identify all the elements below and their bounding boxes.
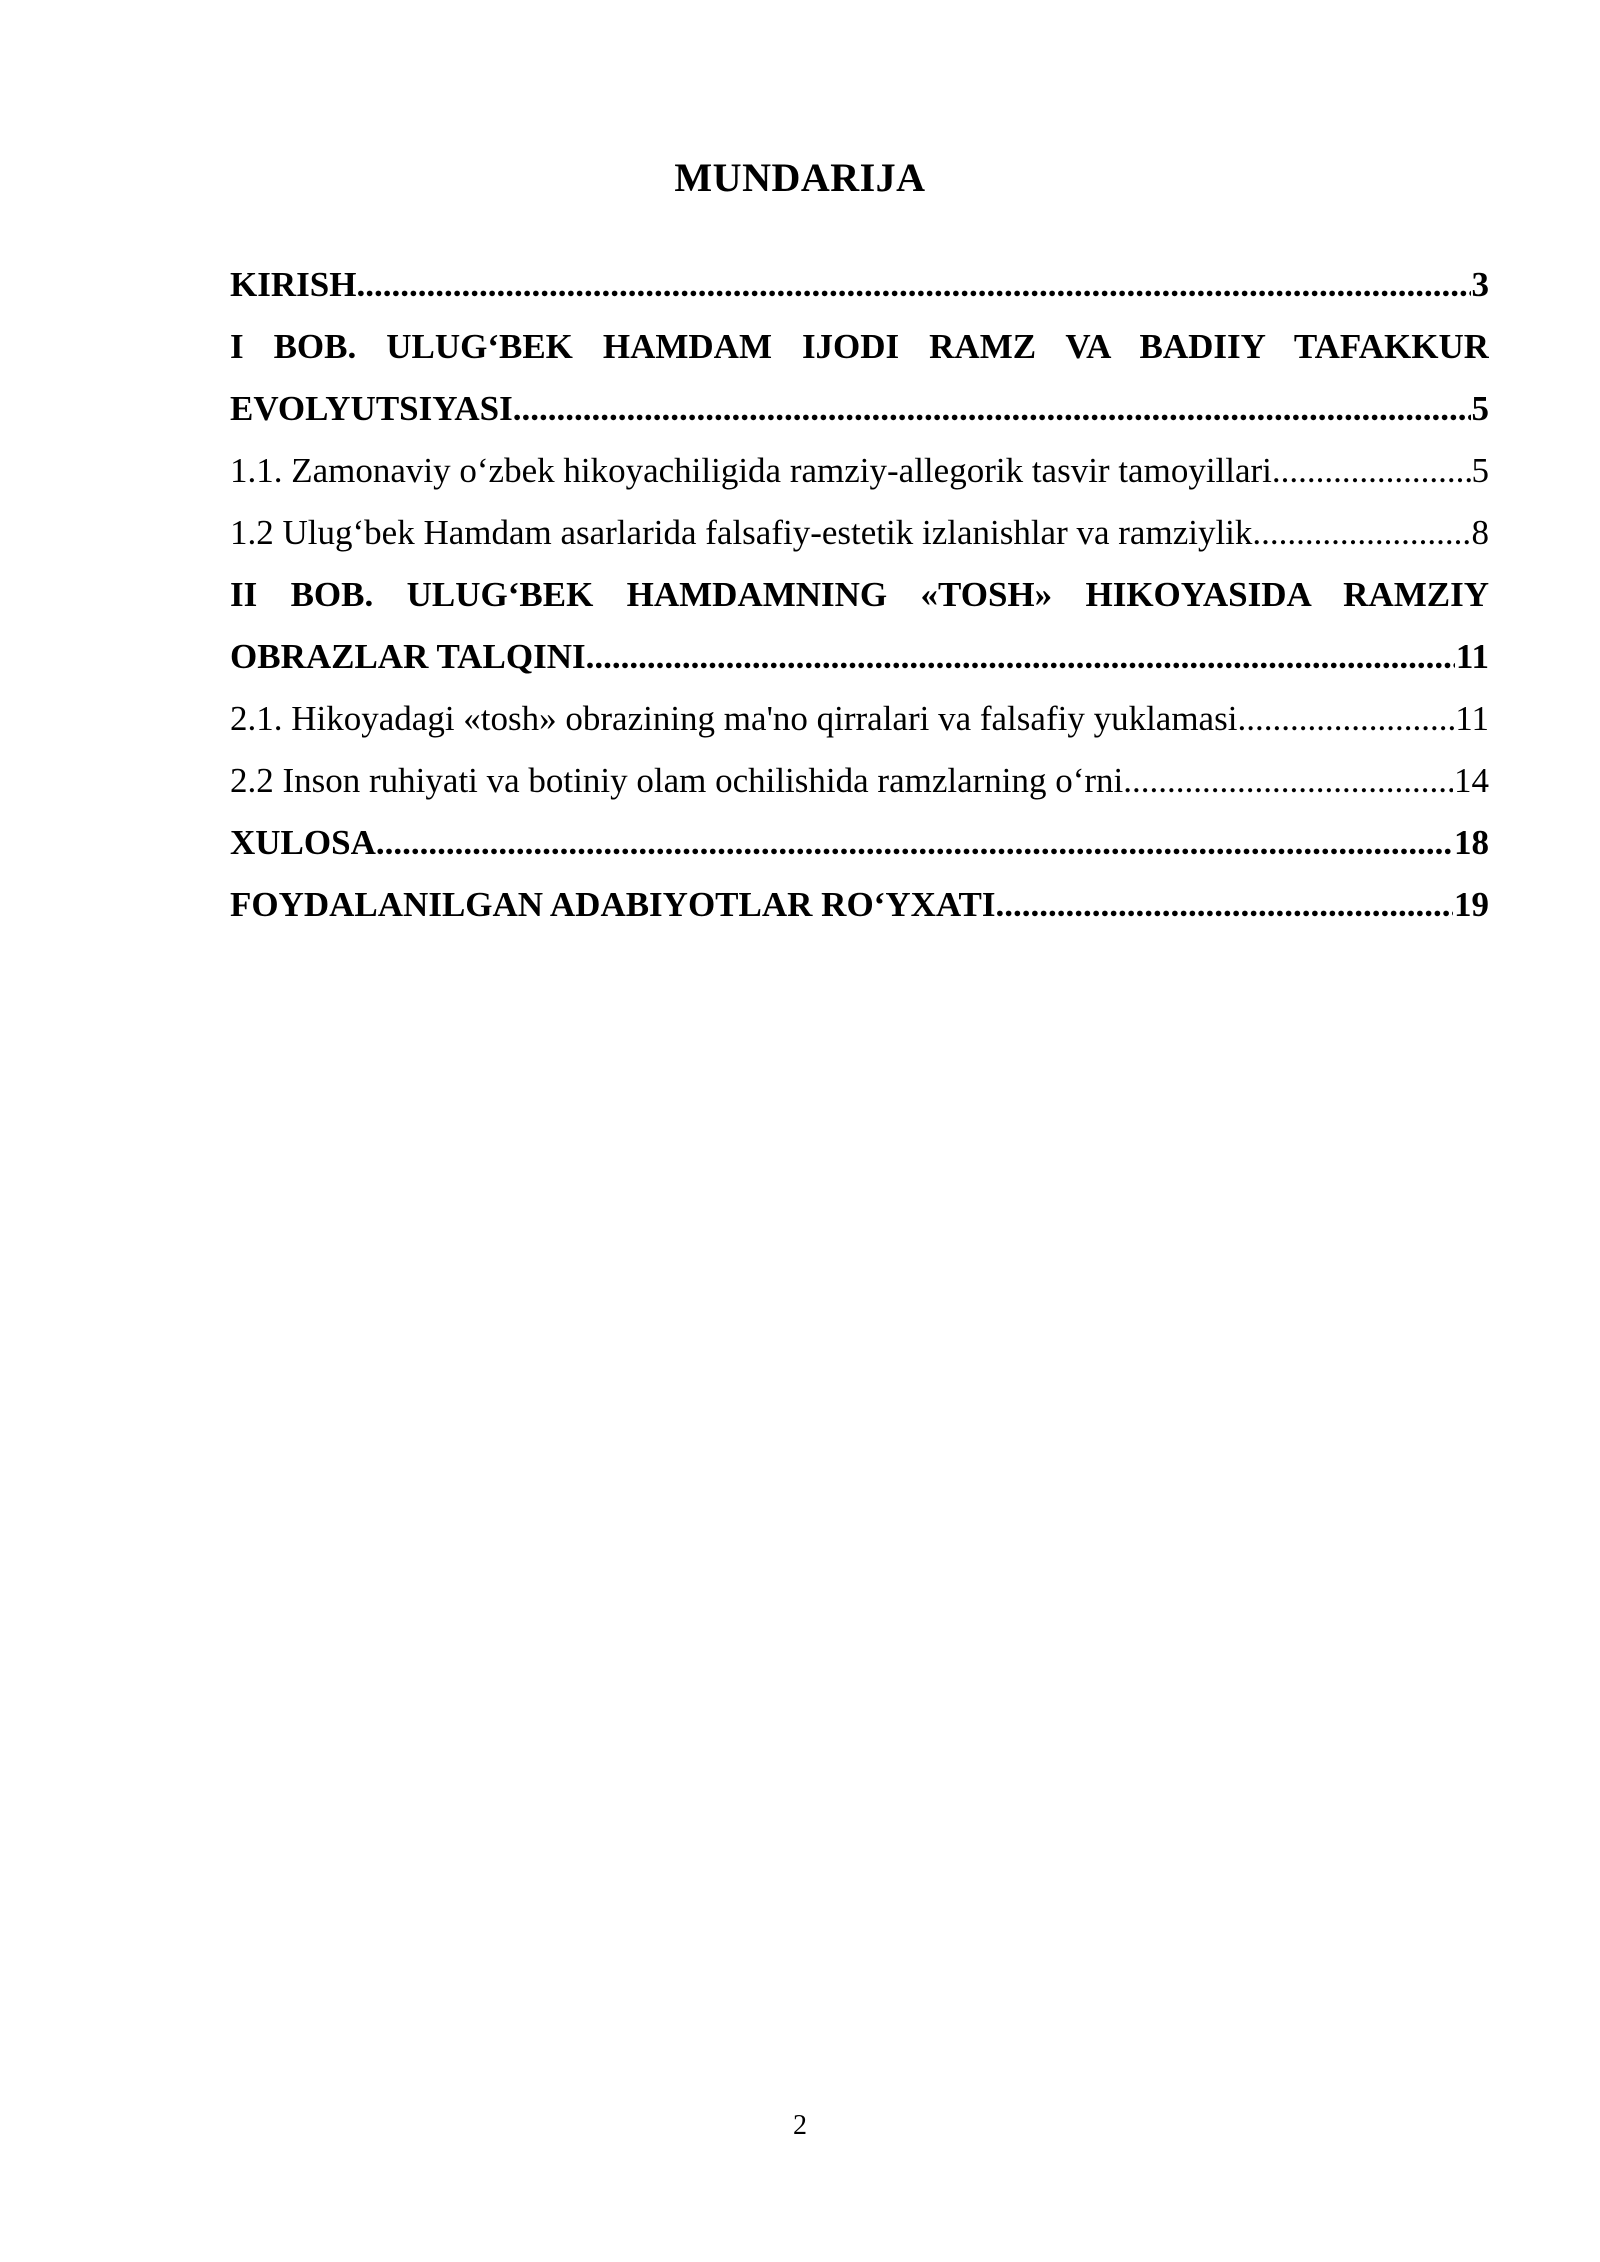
toc-page-number: 18 <box>1454 823 1489 862</box>
toc-page-number: 5 <box>1471 451 1489 490</box>
toc-entry-kirish[interactable] <box>230 254 1489 316</box>
dot-leader <box>1123 750 1453 812</box>
toc-entry-xulosa[interactable] <box>230 812 1489 874</box>
dot-leader <box>996 874 1453 936</box>
dot-leader <box>376 812 1453 874</box>
dot-leader <box>1252 502 1470 564</box>
dot-leader <box>1272 440 1471 502</box>
toc-page-number: 11 <box>1455 699 1489 738</box>
toc-entry-section-1-1[interactable] <box>230 440 1489 502</box>
dot-leader <box>513 378 1471 440</box>
toc-entry-section-2-1[interactable] <box>230 688 1489 750</box>
page-number: 2 <box>793 2110 807 2141</box>
toc-page-number: 3 <box>1471 265 1489 304</box>
toc-entry-label: 1.2 Ulug‘bek Hamdam asarlarida falsafiy-estetik izlanishlar va ramziylik <box>230 513 1253 552</box>
toc-chapter-2-heading[interactable]: II BOB. ULUG‘BEK HAMDAMNING «TOSH» HIKOYASIDA RAMZIY <box>230 575 1489 614</box>
dot-leader <box>586 626 1455 688</box>
toc-entry-label: KIRISH <box>230 265 357 304</box>
toc-entry-label: 2.2 Inson ruhiyati va botiniy olam ochilishida ramzlarning o‘rni <box>230 761 1124 800</box>
toc-page-number: 14 <box>1454 761 1489 800</box>
toc-entry-chapter-2[interactable] <box>230 626 1489 688</box>
toc-entry-references[interactable] <box>230 874 1489 936</box>
toc-entry-section-1-2[interactable] <box>230 502 1489 564</box>
toc-chapter-1-heading[interactable]: I BOB. ULUG‘BEK HAMDAM IJODI RAMZ VA BADIIY TAFAKKUR <box>230 327 1489 366</box>
toc-entry-label: FOYDALANILGAN ADABIYOTLAR RO‘YXATI <box>230 885 996 924</box>
page-title: MUNDARIJA <box>674 155 926 200</box>
toc-entry-chapter-1[interactable] <box>230 378 1489 440</box>
dot-leader <box>356 254 1470 316</box>
toc-page-number: 8 <box>1471 513 1489 552</box>
toc-entry-label: OBRAZLAR TALQINI <box>230 637 586 676</box>
toc-entry-label: 1.1. Zamonaviy o‘zbek hikoyachiligida ramziy-allegorik tasvir tamoyillari <box>230 451 1272 490</box>
table-of-contents <box>230 254 1489 936</box>
dot-leader <box>1237 688 1454 750</box>
toc-page-number: 19 <box>1454 885 1489 924</box>
toc-entry-section-2-2[interactable] <box>230 750 1489 812</box>
toc-entry-label: EVOLYUTSIYASI <box>230 389 513 428</box>
toc-entry-label: 2.1. Hikoyadagi «tosh» obrazining ma'no qirralari va falsafiy yuklamasi <box>230 699 1238 738</box>
toc-page-number: 11 <box>1455 637 1489 676</box>
toc-entry-label: XULOSA <box>230 823 376 862</box>
toc-page-number: 5 <box>1471 389 1489 428</box>
